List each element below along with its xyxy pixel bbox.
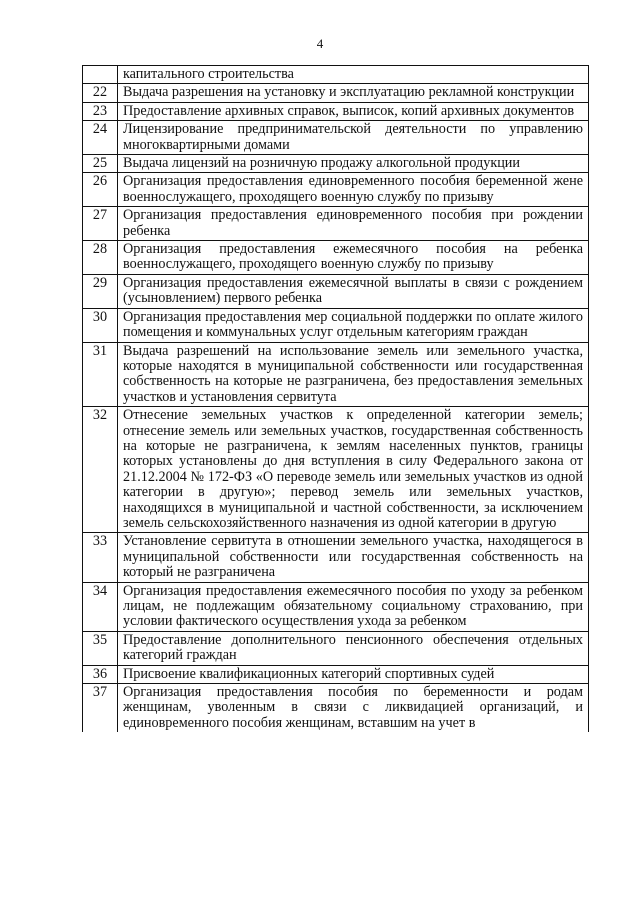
service-name: Выдача лицензий на розничную продажу алкогольной продукции [118,155,589,173]
table-row [83,155,589,173]
table-row [83,308,589,342]
table-row [83,66,589,84]
row-number: 29 [83,274,118,308]
service-name: Организация предоставления пособия по беременности и родам женщинам, уволенным в связи с ликвидацией организаций, и единовременного пособия женщинам, вставшим на учет в [118,684,589,733]
table-row [83,102,589,120]
page-number: 4 [316,36,324,51]
table-row [83,665,589,683]
row-number: 30 [83,308,118,342]
service-name: Выдача разрешений на использование земель или земельного участка, которые находятся в муниципальной собственности или государственная собственность на которые не разграничена, без предоставления земельных участков и установления сервитута [118,342,589,407]
service-name: Организация предоставления единовременного пособия беременной жене военнослужащего, проходящего военную службу по призыву [118,173,589,207]
table-row [83,407,589,533]
row-number: 35 [83,631,118,665]
table-row [83,684,589,733]
table-row [83,533,589,582]
table-row [83,582,589,631]
row-number: 34 [83,582,118,631]
row-number: 32 [83,407,118,533]
row-number: 25 [83,155,118,173]
service-name: Организация предоставления единовременного пособия при рождении ребенка [118,207,589,241]
table-row [83,173,589,207]
row-number [83,66,118,84]
table-row [83,274,589,308]
service-name: Предоставление дополнительного пенсионного обеспечения отдельных категорий граждан [118,631,589,665]
service-name: Предоставление архивных справок, выписок, копий архивных документов [118,102,589,120]
service-name: Организация предоставления ежемесячной выплаты в связи с рождением (усыновлением) первого ребенка [118,274,589,308]
table-row [83,342,589,407]
row-number: 33 [83,533,118,582]
row-number: 26 [83,173,118,207]
services-table-body [83,66,589,733]
services-table [82,65,589,732]
table-row [83,84,589,102]
service-name: Организация предоставления ежемесячного пособия на ребенка военнослужащего, проходящего военную службу по призыву [118,241,589,275]
service-name: Организация предоставления мер социальной поддержки по оплате жилого помещения и коммунальных услуг отдельным категориям граждан [118,308,589,342]
service-name: Выдача разрешения на установку и эксплуатацию рекламной конструкции [118,84,589,102]
service-name: Отнесение земельных участков к определенной категории земель; отнесение земель или земельных участков, государственная собственность на которые не разграничена, к землям населенных пунктов, границы которых установлены до дня вступления в силу Федерального закона от 21.12.2004 № 172-ФЗ «О переводе земель или земельных участков из одной категории в другую»; перевод земель или земельных участков, находящихся в муниципальной и частной собственности, за исключением земель сельскохозяйственного назначения из одной категории в другую [118,407,589,533]
table-row [83,121,589,155]
table-row [83,207,589,241]
service-name: капитального строительства [118,66,589,84]
row-number: 37 [83,684,118,733]
row-number: 36 [83,665,118,683]
service-name: Лицензирование предпринимательской деятельности по управлению многоквартирными домами [118,121,589,155]
row-number: 31 [83,342,118,407]
row-number: 22 [83,84,118,102]
row-number: 24 [83,121,118,155]
row-number: 27 [83,207,118,241]
service-name: Присвоение квалификационных категорий спортивных судей [118,665,589,683]
table-row [83,631,589,665]
row-number: 23 [83,102,118,120]
service-name: Установление сервитута в отношении земельного участка, находящегося в муниципальной собственности или государственная собственность на который не разграничена [118,533,589,582]
row-number: 28 [83,241,118,275]
service-name: Организация предоставления ежемесячного пособия по уходу за ребенком лицам, не подлежащим обязательному социальному страхованию, при условии фактического осуществления ухода за ребенком [118,582,589,631]
table-row [83,241,589,275]
